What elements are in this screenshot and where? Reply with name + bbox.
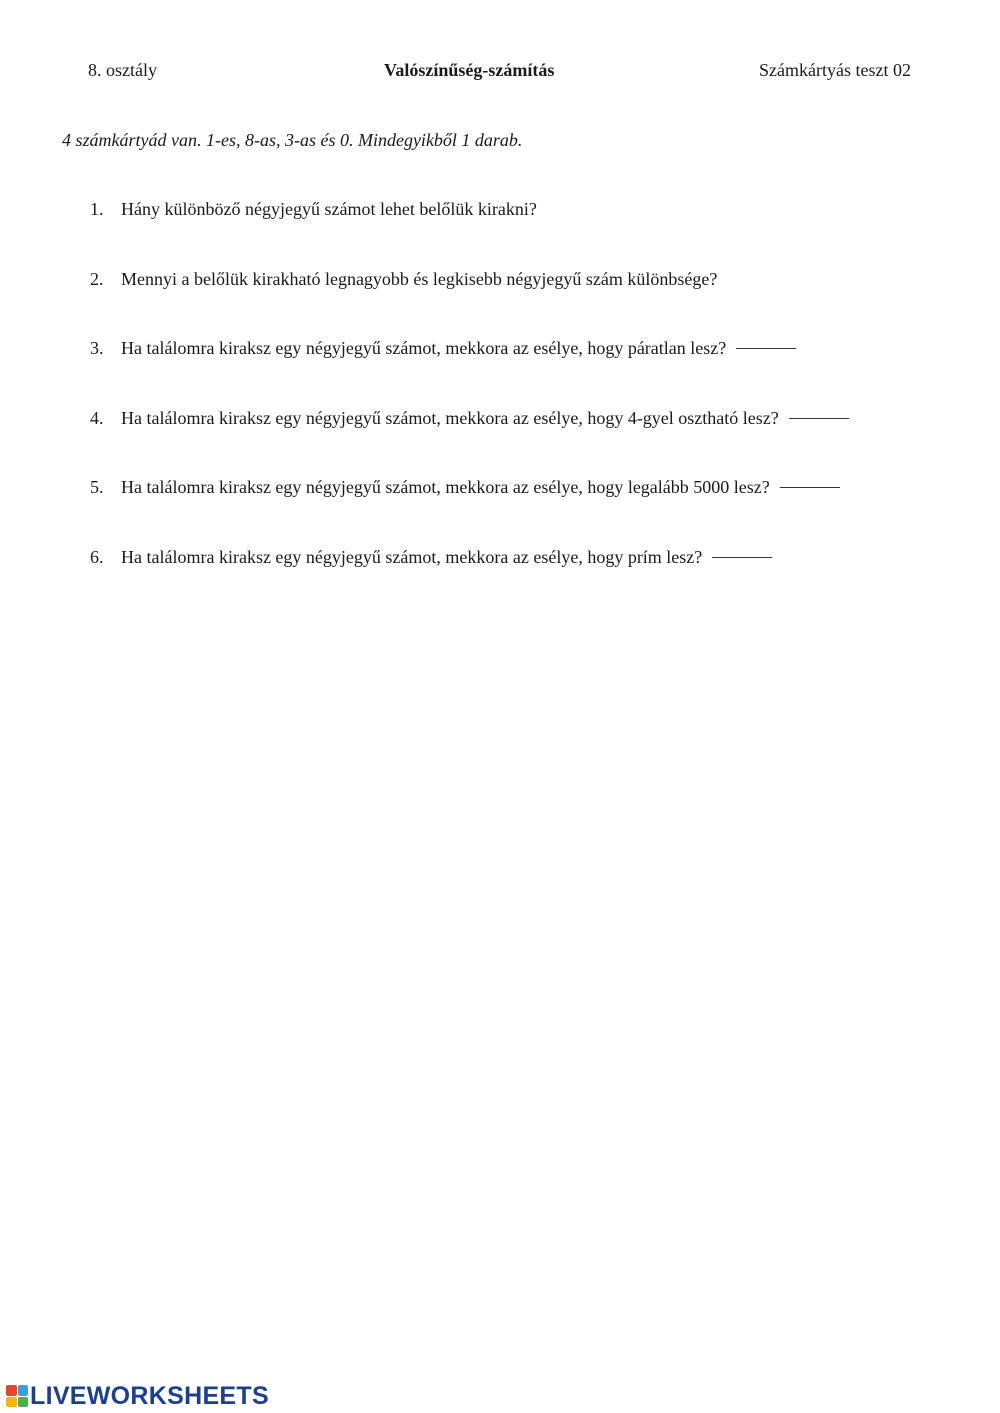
question-text: Ha találomra kiraksz egy négyjegyű számot, mekkora az esélye, hogy prím lesz? <box>121 546 703 567</box>
answer-blank[interactable] <box>789 418 849 419</box>
question-number: 4. <box>90 407 104 428</box>
question-number: 6. <box>90 546 104 567</box>
question-text: Hány különböző négyjegyű számot lehet belőlük kirakni? <box>121 199 537 219</box>
question-text: Ha találomra kiraksz egy négyjegyű számot, mekkora az esélye, hogy legalább 5000 lesz? <box>121 477 770 497</box>
logo-block <box>6 1385 17 1396</box>
answer-blank[interactable] <box>736 348 796 349</box>
question-text-wrapper <box>121 547 772 568</box>
answer-blank[interactable] <box>712 557 772 558</box>
question-text-wrapper <box>121 338 796 359</box>
logo-block <box>18 1397 29 1408</box>
test-name: Számkártyás teszt 02 <box>759 60 911 80</box>
question-text-wrapper <box>121 269 717 290</box>
question-text-wrapper <box>121 408 849 429</box>
question-number: 3. <box>90 338 104 358</box>
page-title: Valószínűség-számítás <box>384 60 555 80</box>
question-number: 2. <box>90 268 104 289</box>
question-number: 5. <box>90 477 104 497</box>
logo-block <box>6 1397 17 1408</box>
question-item <box>0 547 1000 617</box>
question-text: Ha találomra kiraksz egy négyjegyű számot, mekkora az esélye, hogy páratlan lesz? <box>121 338 727 358</box>
question-item <box>0 199 1000 269</box>
question-item <box>0 408 1000 478</box>
logo-blocks-icon <box>6 1385 28 1407</box>
intro-text: 4 számkártyád van. 1-es, 8-as, 3-as és 0. Mindegyikből 1 darab. <box>62 130 523 150</box>
question-number: 1. <box>90 199 104 219</box>
question-text-wrapper <box>121 477 840 498</box>
logo-text: LIVEWORKSHEETS <box>30 1382 269 1410</box>
question-item <box>0 338 1000 408</box>
question-text: Mennyi a belőlük kirakható legnagyobb és legkisebb négyjegyű szám különbsége? <box>121 268 718 289</box>
question-text: Ha találomra kiraksz egy négyjegyű számot, mekkora az esélye, hogy 4-gyel osztható lesz? <box>121 407 779 428</box>
logo-block <box>18 1385 29 1396</box>
page-header <box>0 60 1000 86</box>
answer-blank[interactable] <box>780 487 840 488</box>
question-item <box>0 269 1000 339</box>
liveworksheets-logo[interactable] <box>6 1381 269 1411</box>
grade-label: 8. osztály <box>88 60 157 80</box>
question-item <box>0 477 1000 547</box>
question-text-wrapper <box>121 199 537 220</box>
question-list <box>0 199 1000 616</box>
